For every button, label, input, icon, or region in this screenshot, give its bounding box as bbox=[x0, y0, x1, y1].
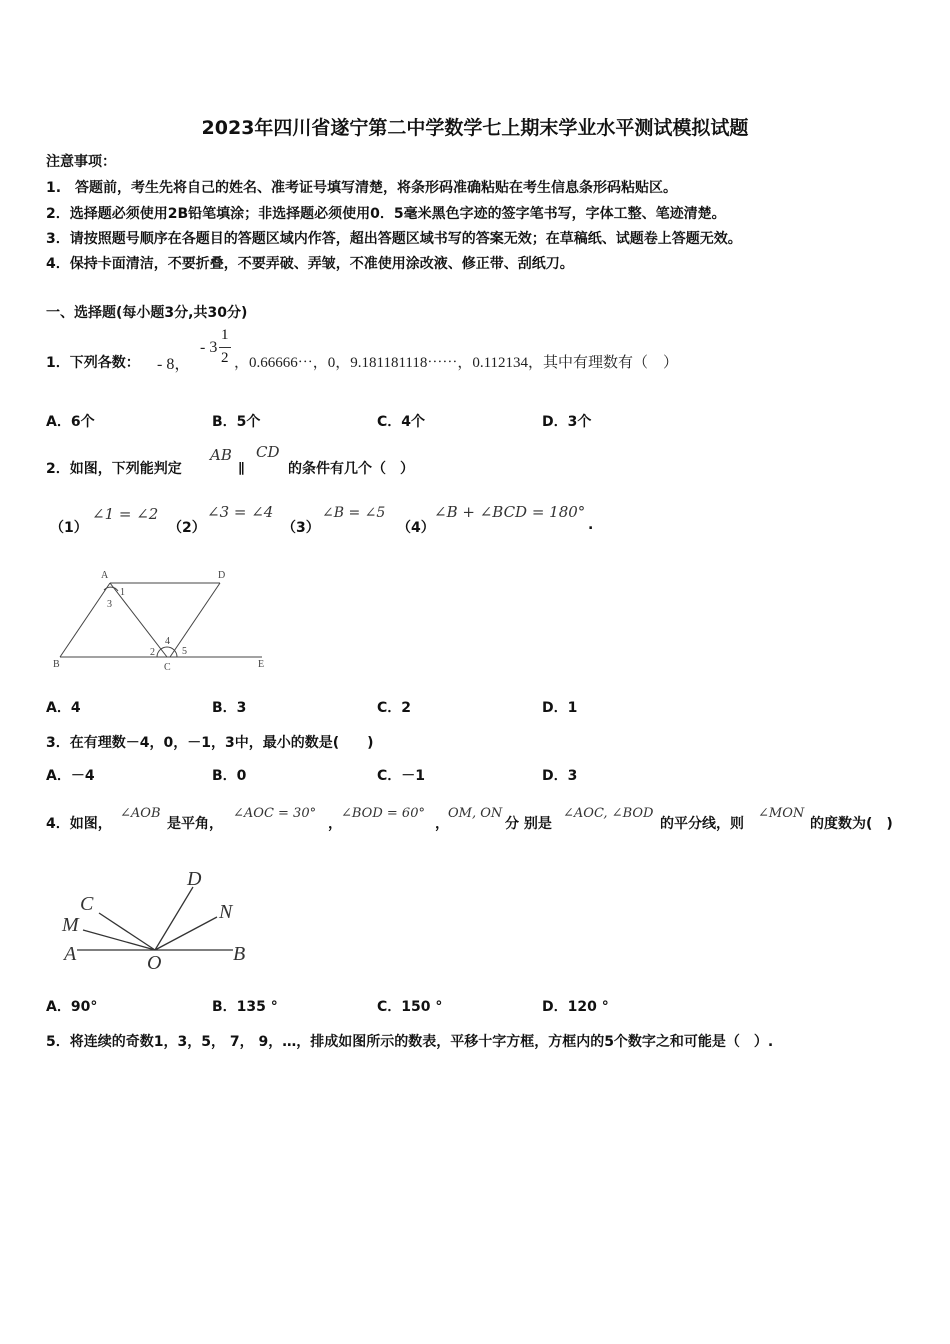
fraction-bar bbox=[219, 347, 231, 348]
q3-option-b: B．0 bbox=[212, 768, 247, 784]
point-label-o: O bbox=[147, 952, 162, 974]
point-label-c: C bbox=[164, 662, 171, 673]
q4-text: 的平分线，则 bbox=[660, 816, 744, 832]
note-item: 1. 答题前，考生先将自己的姓名、准考证号填写清楚，将条形码准确粘贴在考生信息条形码粘贴区。 bbox=[46, 180, 678, 196]
q1-frac-num: 1 bbox=[221, 327, 229, 343]
angle-label-2: 2 bbox=[150, 647, 155, 658]
q4-option-c: C．150 ° bbox=[377, 999, 443, 1015]
q2-cond-expr: ∠B + ∠BCD = 180° bbox=[434, 503, 586, 521]
q2-cond-label: （1） bbox=[50, 520, 88, 536]
ray-label-d: D bbox=[187, 868, 202, 890]
q2-cond-expr: ∠B = ∠5 bbox=[322, 505, 386, 521]
ray-label-a: A bbox=[64, 943, 77, 965]
q2-cond-end: . bbox=[588, 517, 594, 533]
q4-sep: ， bbox=[435, 816, 449, 832]
q4-text: 的度数为( ) bbox=[810, 816, 893, 832]
q1-mixed-whole: - 3 bbox=[200, 339, 218, 356]
q1-number: - 8， bbox=[157, 356, 191, 373]
q4-option-d: D．120 ° bbox=[542, 999, 609, 1015]
q4-bod: ∠BOD = 60° bbox=[341, 806, 425, 821]
ray-label-n: N bbox=[219, 901, 233, 923]
q2-cond-label: （3） bbox=[282, 520, 320, 536]
q4-text: 分 别是 bbox=[505, 816, 552, 832]
q4-text: 是平角， bbox=[167, 816, 223, 832]
page-title: 2023年四川省遂宁第二中学数学七上期末学业水平测试模拟试题 bbox=[201, 117, 749, 139]
q1-option-b: B．5个 bbox=[212, 414, 261, 430]
q2-option-b: B．3 bbox=[212, 700, 247, 716]
q4-mon: ∠MON bbox=[758, 806, 805, 821]
q4-option-a: A．90° bbox=[46, 999, 98, 1015]
note-item: 2．选择题必须使用2B铅笔填涂；非选择题必须使用0．5毫米黑色字迹的签字笔书写，字体工整、笔迹清楚。 bbox=[46, 206, 726, 222]
ray-label-b: B bbox=[233, 943, 246, 965]
q2-cond-label: （2） bbox=[168, 520, 206, 536]
q2-tail: 的条件有几个（ ） bbox=[288, 461, 414, 477]
q5-text: 5．将连续的奇数1，3，5， 7， 9，…，排成如图所示的数表，平移十字方框，方框内的5个数字之和可能是（ ）. bbox=[46, 1034, 774, 1050]
angle-label-3: 3 bbox=[107, 599, 112, 610]
q1-rest: ，0.66666⋯，0，9.181181118⋯⋯，0.112134，其中有理数有（ ） bbox=[234, 355, 679, 371]
note-item: 3．请按照题号顺序在各题目的答题区域内作答，超出答题区域书写的答案无效；在草稿纸、试题卷上答题无效。 bbox=[46, 231, 742, 247]
q1-frac-den: 2 bbox=[221, 350, 229, 366]
q2-option-c: C．2 bbox=[377, 700, 412, 716]
q3-option-d: D．3 bbox=[542, 768, 578, 784]
point-label-a: A bbox=[101, 570, 109, 581]
q4-aocbod: ∠AOC, ∠BOD bbox=[563, 806, 654, 821]
angle-figure bbox=[55, 865, 255, 975]
q4-lead: 4．如图， bbox=[46, 816, 112, 832]
note-item: 4．保持卡面清洁，不要折叠，不要弄破、弄皱，不准使用涂改液、修正带、刮纸刀。 bbox=[46, 256, 574, 272]
q2-cond-expr: ∠3 = ∠4 bbox=[207, 503, 274, 521]
q1-option-a: A．6个 bbox=[46, 414, 95, 430]
parallelogram-figure bbox=[50, 566, 275, 676]
point-label-e: E bbox=[258, 659, 265, 670]
ray-label-c: C bbox=[80, 893, 94, 915]
q2-option-d: D．1 bbox=[542, 700, 578, 716]
angle-label-1: 1 bbox=[120, 587, 125, 598]
q2-cond-label: （4） bbox=[397, 520, 435, 536]
q4-option-b: B．135 ° bbox=[212, 999, 278, 1015]
q2-lead: 2．如图，下列能判定 bbox=[46, 461, 182, 477]
q4-sep: ， bbox=[328, 816, 342, 832]
q1-option-c: C．4个 bbox=[377, 414, 426, 430]
q3-option-a: A．－4 bbox=[46, 768, 95, 784]
q3-text: 3．在有理数－4，0，－1，3中，最小的数是( ) bbox=[46, 735, 374, 751]
point-label-d: D bbox=[218, 570, 226, 581]
angle-label-4: 4 bbox=[165, 636, 170, 647]
section-heading: 一、选择题(每小题3分,共30分) bbox=[46, 305, 248, 321]
q3-option-c: C．－1 bbox=[377, 768, 426, 784]
point-label-b: B bbox=[53, 659, 60, 670]
q1-lead: 1．下列各数： bbox=[46, 355, 140, 371]
q4-omon: OM, ON bbox=[448, 806, 503, 821]
q2-option-a: A．4 bbox=[46, 700, 81, 716]
q4-aob: ∠AOB bbox=[120, 806, 161, 821]
angle-label-5: 5 bbox=[182, 646, 187, 657]
q2-ab: AB bbox=[210, 446, 232, 464]
ray-label-m: M bbox=[62, 914, 79, 936]
q4-aoc: ∠AOC = 30° bbox=[233, 806, 317, 821]
q1-option-d: D．3个 bbox=[542, 414, 592, 430]
parallel-symbol: ∥ bbox=[238, 461, 245, 476]
notes-heading: 注意事项： bbox=[46, 154, 116, 170]
q2-cond-expr: ∠1 = ∠2 bbox=[92, 505, 159, 523]
q2-cd: CD bbox=[256, 443, 280, 461]
